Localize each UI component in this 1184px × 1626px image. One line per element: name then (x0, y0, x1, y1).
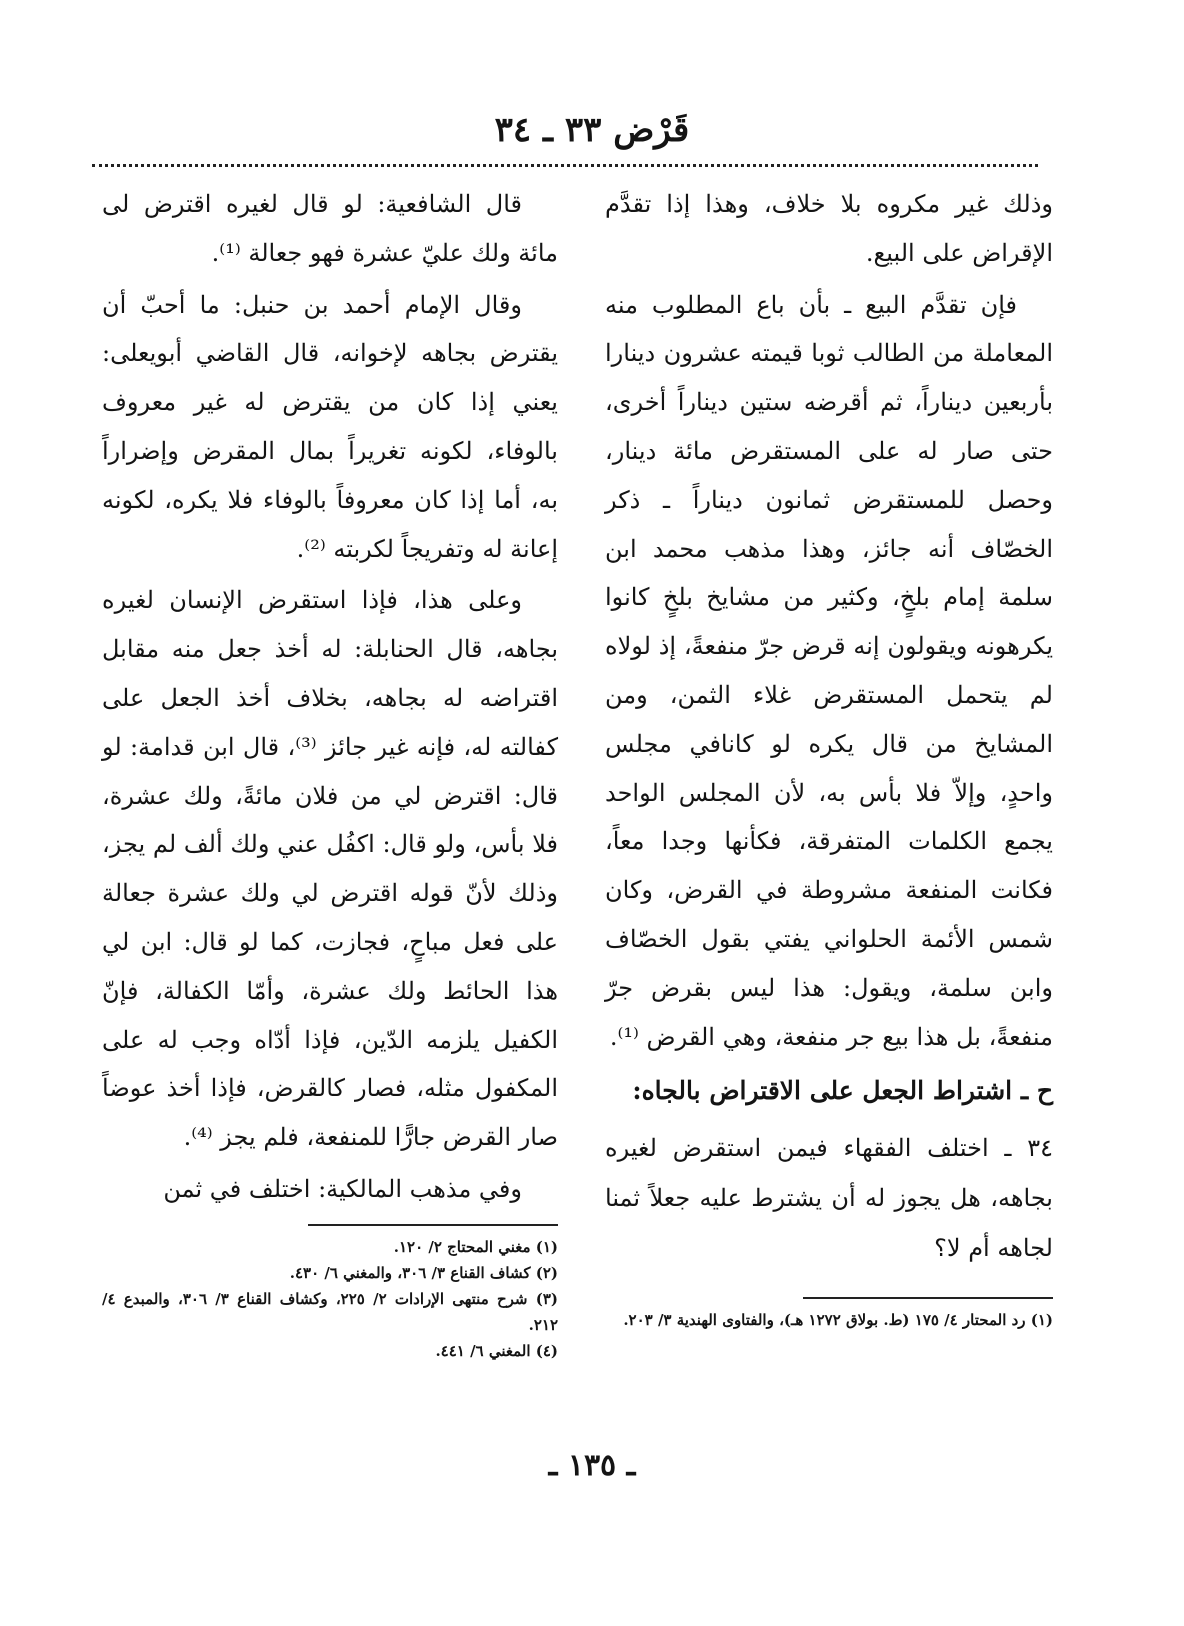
paragraph: قال الشافعية: لو قال لغيره اقترض لى مائة ولك عليّ عشرة فهو جعالة ⁽¹⁾. (102, 190, 558, 267)
header-dotted-rule (92, 164, 1038, 167)
section-heading: ح ـ اشتراط الجعل على الاقتراض بالجاه: (632, 1076, 1053, 1106)
numbered-paragraph: ٣٤ ـ اختلف الفقهاء فيمن استقرض لغيره بجاهه، هل يجوز له أن يشترط عليه جعلاً ثمنا لجاهه أم لا؟ (605, 1134, 1053, 1263)
footnote-rule (803, 1297, 1053, 1299)
footnote: (١) مغني المحتاج ٢/ ١٢٠. (393, 1237, 558, 1256)
footnote: (١) رد المحتار ٤/ ١٧٥ (ط. بولاق ١٢٧٢ هـ)، والفتاوى الهندية ٣/ ٢٠٣. (623, 1311, 1053, 1330)
paragraph: وذلك غير مكروه بلا خلاف، وهذا إذا تقدَّم الإقراض على البيع. (605, 190, 1053, 267)
footnote: (٢) كشاف القناع ٣/ ٣٠٦، والمغني ٦/ ٤٣٠. (289, 1263, 558, 1282)
left-column (102, 180, 558, 1364)
footnote: (٣) شرح منتهى الإرادات ٢/ ٢٢٥، وكشاف القناع ٣/ ٣٠٦، والمبدع ٤/ ٢١٢. (102, 1289, 559, 1334)
page-number: ـ ١٣٥ ـ (548, 1448, 636, 1483)
paragraph: وقال الإمام أحمد بن حنبل: ما أحبّ أن يقترض بجاهه لإخوانه، قال القاضي أبويعلى: يعني إذا كان من يقترض له غير معروف بالوفاء، لكونه تغريراً بمال المقرض وإضراراً به، أما إذا كان معروفاً بالوفاء فلا يكره، لكونه إعانة له وتفريجاً لكربته ⁽²⁾. (102, 290, 558, 563)
footnote-rule (308, 1224, 558, 1226)
footnote: (٤) المغني ٦/ ٤٤١. (435, 1341, 558, 1360)
paragraph: وعلى هذا، فإذا استقرض الإنسان لغيره بجاهه، قال الحنابلة: له أخذ جعل منه مقابل اقتراضه له بجاهه، بخلاف أخذ الجعل على كفالته له، فإنه غير جائز ⁽³⁾، قال ابن قدامة: لو قال: اقترض لي من فلان مائةً، ولك عشرة، فلا بأس، ولو قال: اكفُل عني ولك ألف لم يجز، وذلك لأنّ قوله اقترض لي ولك عشرة جعالة على فعل مباحٍ، فجازت، كما لو قال: ابن لي هذا الحائط ولك عشرة، وأمّا الكفالة، فإنّ الكفيل يلزمه الدّين، فإذا أدّاه وجب له على المكفول مثله، فصار كالقرض، فإذا أخذ عوضاً صار القرض جارًّا للمنفعة، فلم يجز ⁽⁴⁾. (102, 586, 558, 1152)
paragraph: فإن تقدَّم البيع ـ بأن باع المطلوب منه المعاملة من الطالب ثوبا قيمته عشرون دينارا بأربعين ديناراً، ثم أقرضه ستين ديناراً أخرى، حتى صار له على المستقرض مائة دينار، وحصل للمستقرض ثمانون ديناراً ـ ذكر الخصّاف أنه جائز، وهذا مذهب محمد ابن سلمة إمام بلخٍ، وكثير من مشايخ بلخٍ كانوا يكرهونه ويقولون إنه قرض جرّ منفعةً، إذ لولاه لم يتحمل المستقرض غلاء الثمن، ومن المشايخ من قال يكره لو كانافي مجلس واحدٍ، وإلاّ فلا بأس به، لأن المجلس الواحد يجمع الكلمات المتفرقة، فكأنها وجدا معاً، فكانت المنفعة مشروطة في القرض، وكان شمس الأئمة الحلواني يفتي بقول الخصّاف وابن سلمة، ويقول: هذا ليس بقرض جرّ منفعةً، بل هذا بيع جر منفعة، وهي القرض ⁽¹⁾. (605, 290, 1053, 1051)
running-header: قَرْض ٣٣ ـ ٣٤ (494, 110, 690, 150)
right-column (605, 180, 1053, 1333)
paragraph: وفي مذهب المالكية: اختلف في ثمن (163, 1174, 522, 1203)
